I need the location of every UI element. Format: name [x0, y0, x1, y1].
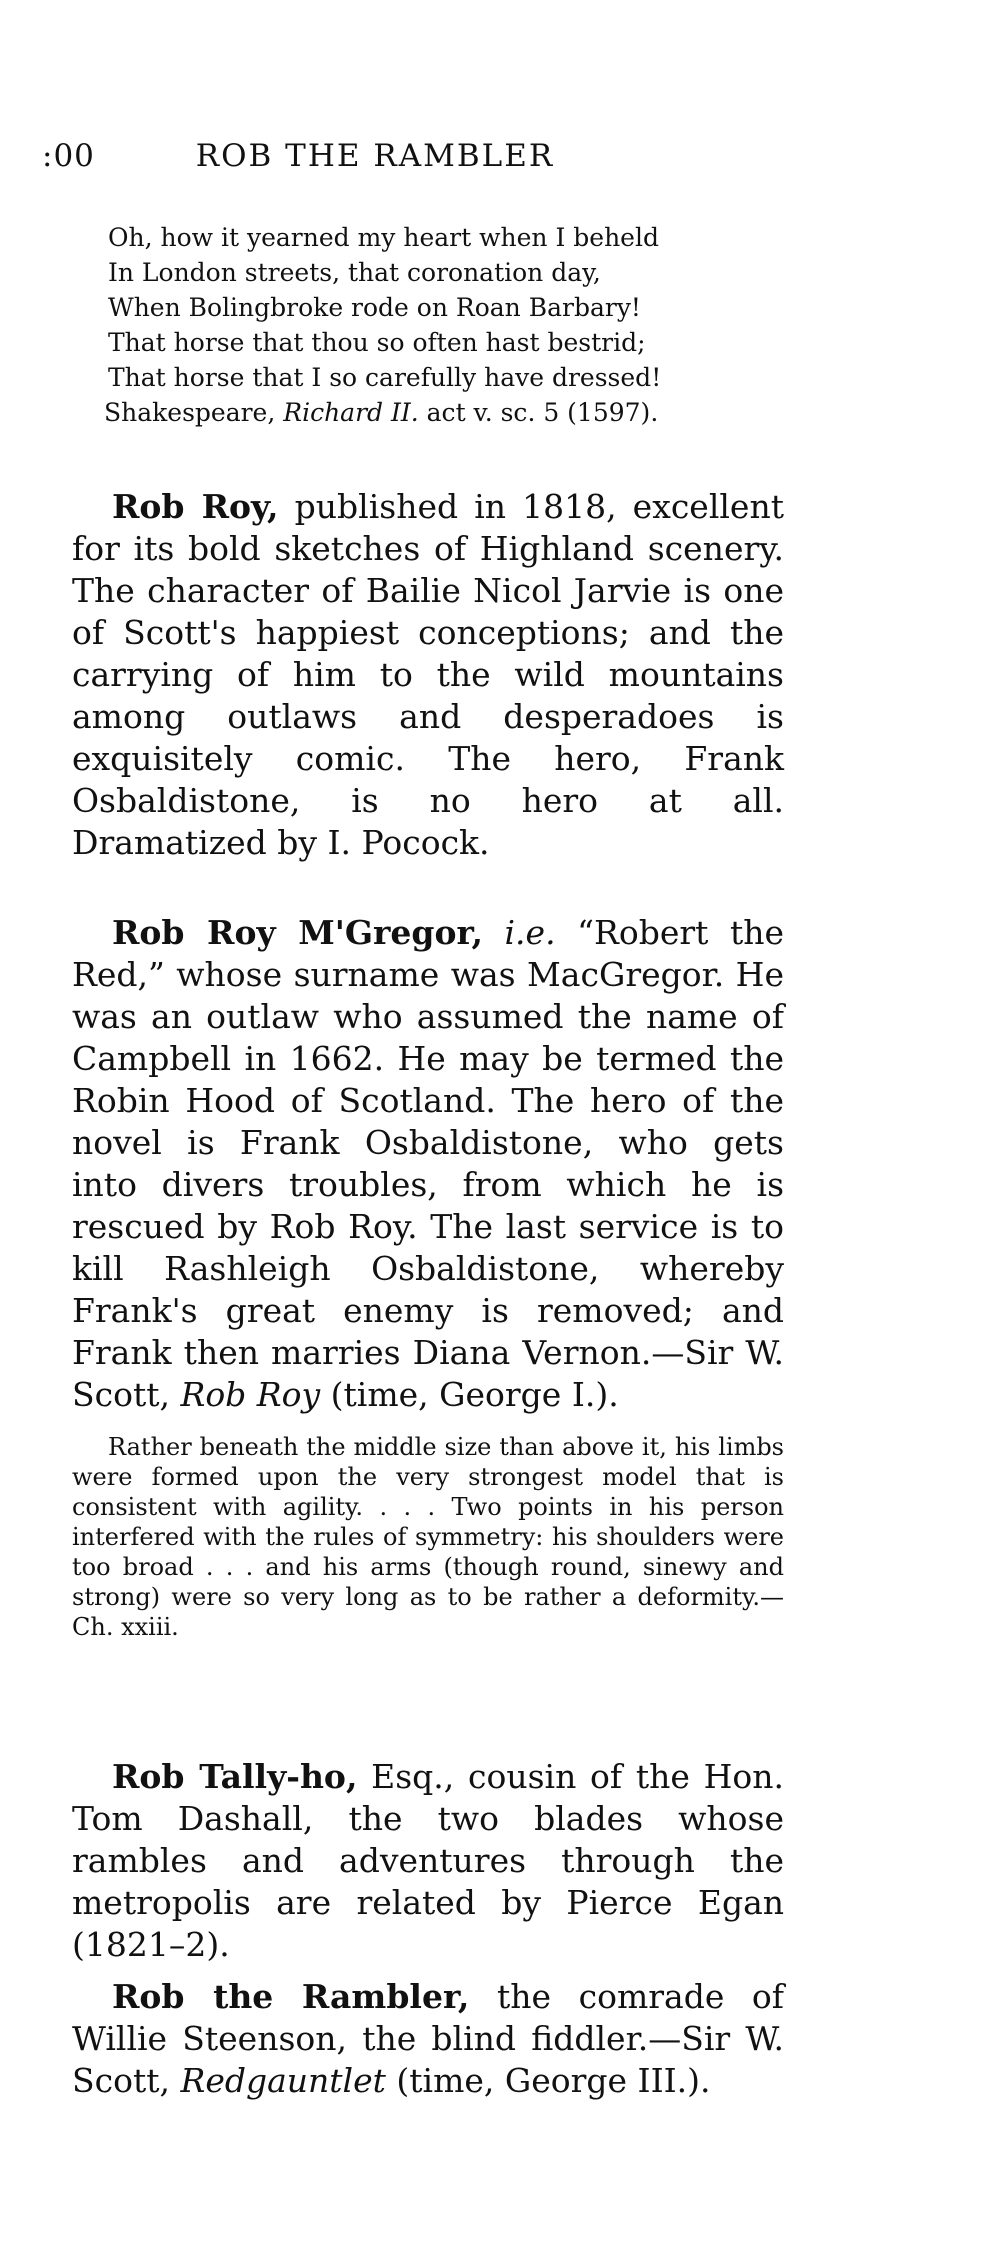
- verse-line: Oh, how it yearned my heart when I beheld: [108, 223, 659, 252]
- verse-line: That horse that I so carefully have dressed!: [108, 363, 662, 392]
- verse-line: In London streets, that coronation day,: [108, 258, 601, 287]
- verse-line: When Bolingbroke rode on Roan Barbary!: [108, 293, 641, 322]
- entry-text: “Robert the Red,” whose surname was MacGregor. He was an outlaw who assumed the name of Campbell in 1662. He may be termed the Robin Hood of Scotland. The hero of the novel is Frank Osbaldistone, who gets into divers troubles, from which he is rescued by Rob Roy. The last service is to kill Rashleigh Osbaldistone, whereby Frank's great enemy is removed; and Frank then marries Diana Vernon.—Sir W. Scott,: [72, 913, 784, 1414]
- entry-rob-the-rambler: Rob the Rambler, the comrade of Willie Steenson, the blind fiddler.—Sir W. Scott, Redgauntlet (time, George III.).: [72, 1977, 784, 2100]
- headword: Rob Tally-ho,: [112, 1757, 358, 1796]
- work-title: Richard II.: [283, 398, 419, 427]
- entry-rob-roy-mgregor: Rob Roy M'Gregor, i.e. “Robert the Red,” whose surname was MacGregor. He was an outlaw who assumed the name of Campbell in 1662. He may be termed the Robin Hood of Scotland. The hero of the novel is Frank Osbaldistone, who gets into divers troubles, from which he is rescued by Rob Roy. The last service is to kill Rashleigh Osbaldistone, whereby Frank's great enemy is removed; and Frank then marries Diana Vernon.—Sir W. Scott, Rob Roy (time, George I.).: [72, 913, 784, 1414]
- headword: Rob the Rambler,: [112, 1977, 470, 2016]
- page-number: :00: [42, 138, 95, 174]
- entry-text: the comrade of Willie Steenson, the blind fiddler.—Sir W. Scott,: [72, 1977, 784, 2100]
- running-header: [0, 138, 1000, 182]
- headword: Rob Roy,: [112, 487, 279, 526]
- running-title: ROB THE RAMBLER: [195, 138, 555, 174]
- entry-text: published in 1818, excellent for its bold sketches of Highland scenery. The character of Bailie Nicol Jarvie is one of Scott's happiest conceptions; and the carrying of him to the wild mountains among outlaws and desperadoes is exquisitely comic. The hero, Frank Osbaldistone, is no hero at all. Dramatized by I. Pocock.: [72, 487, 784, 862]
- block-quotation: [72, 1432, 784, 1642]
- verse-quotation: [104, 220, 788, 430]
- work-title: Rob Roy: [180, 1375, 321, 1414]
- entry-text: Esq., cousin of the Hon. Tom Dashall, the two blades whose rambles and adventures through the metropolis are related by Pierce Egan (1821–2).: [72, 1757, 784, 1964]
- entry-rob-roy: [72, 486, 784, 864]
- entry-rob-tally-ho: [72, 1756, 784, 1966]
- work-title: Redgauntlet: [180, 2061, 386, 2100]
- headword: Rob Roy M'Gregor,: [112, 913, 483, 952]
- verse-line: That horse that thou so often hast bestrid;: [108, 328, 646, 357]
- quote-text: Rather beneath the middle size than above it, his limbs were formed upon the very strongest model that is consistent with agility. . . . Two points in his person interfered with the rules of symmetry: his shoulders were too broad . . . and his arms (though round, sinewy and strong) were so very long as to be rather a deformity.—Ch. xxiii.: [72, 1433, 784, 1641]
- verse-attribution: Shakespeare, Richard II. act v. sc. 5 (1597).: [104, 398, 659, 427]
